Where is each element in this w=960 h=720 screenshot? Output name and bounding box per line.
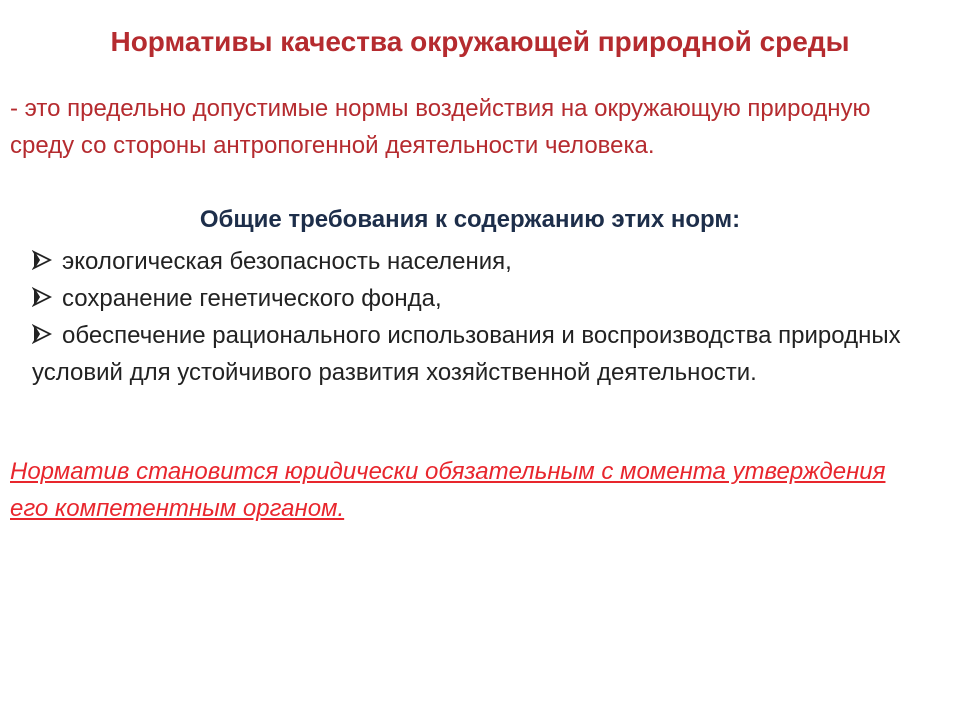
requirements-list (32, 243, 944, 391)
list-item (32, 280, 944, 317)
arrow-bullet-icon (32, 287, 52, 307)
arrow-bullet-icon (32, 324, 52, 344)
legal-note: Норматив становится юридически обязательным с момента утверждения его компетентным органом. (10, 458, 886, 522)
slide-title: Нормативы качества окружающей природной среды (110, 26, 850, 57)
requirement-text: обеспечение рационального использования и воспроизводства природных условий для устойчивого развития хозяйственной деятельности. (32, 322, 901, 386)
requirements-heading: Общие требования к содержанию этих норм: (199, 206, 741, 233)
list-item (32, 243, 944, 280)
list-item (32, 317, 944, 391)
requirement-text: сохранение генетического фонда, (62, 285, 442, 312)
arrow-bullet-icon (32, 250, 52, 270)
requirement-text: экологическая безопасность населения, (62, 248, 512, 275)
definition-text: - это предельно допустимые нормы воздействия на окружающую природную среду со стороны антропогенной деятельности человека. (10, 95, 871, 159)
